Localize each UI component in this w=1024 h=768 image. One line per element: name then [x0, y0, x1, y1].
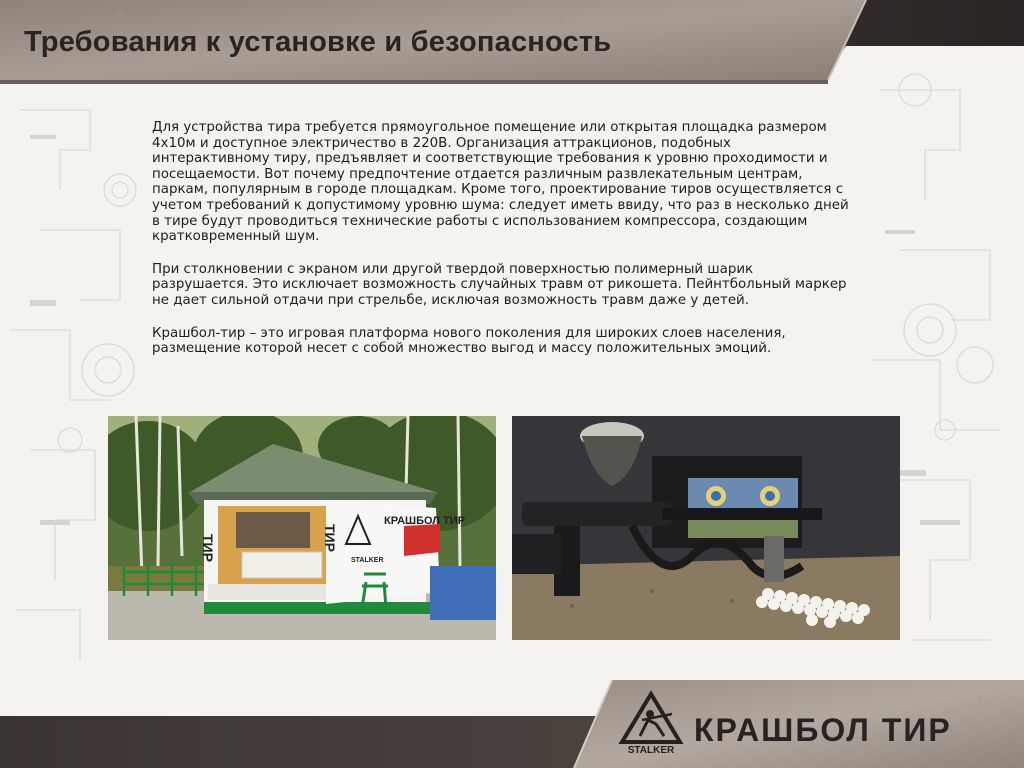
booth-sign-tir-right: ТИР — [322, 524, 338, 552]
booth-banner: КРАШБОЛ ТИР — [384, 515, 466, 527]
paragraph-requirements: Для устройства тира требуется прямоугольное помещение или открытая площадка размером 4х10м и доступное электричество в 220В. Организация аттракционов, подобных интерактивному тиру, предъявляет и соответствующие требования к уровню проходимости и посещаемости. Вот почему предпочтение отдается различным развлекательным центрам, паркам, популярным в городе площадкам. Кроме того, проектирование тиров осуществляется с учетом требований к допустимому уровню шума: следует иметь ввиду, что раз в несколько дней в тире будут проводиться технические работы с использованием компрессора, создающим кратковременный шум. — [152, 120, 849, 245]
paragraph-safety: При столкновении с экраном или другой твердой поверхностью полимерный шарик разрушается. Это исключает возможность случайных травм от рикошета. Пейнтбольный маркер не дает сильной отдачи при стрельбе, исключая возможность травм даже у детей. — [152, 261, 847, 308]
shooting-gallery-photo — [512, 416, 900, 640]
booth-sign-tir-left: ТИР — [200, 534, 216, 562]
logo-text: STALKER — [627, 745, 675, 756]
page-title: Требования к установке и безопасность — [24, 26, 612, 58]
booth-logo-text: STALKER — [351, 557, 384, 564]
paragraph-platform: Крашбол-тир – это игровая платформа нового поколения для широких слоев населения, размещение которой несет с собой множество выгод и массу положительных эмоций. — [152, 325, 786, 357]
booth-photo — [108, 416, 496, 640]
stalker-logo — [616, 690, 686, 756]
brand-name: КРАШБОЛ ТИР — [694, 712, 952, 748]
body-text — [152, 120, 852, 374]
